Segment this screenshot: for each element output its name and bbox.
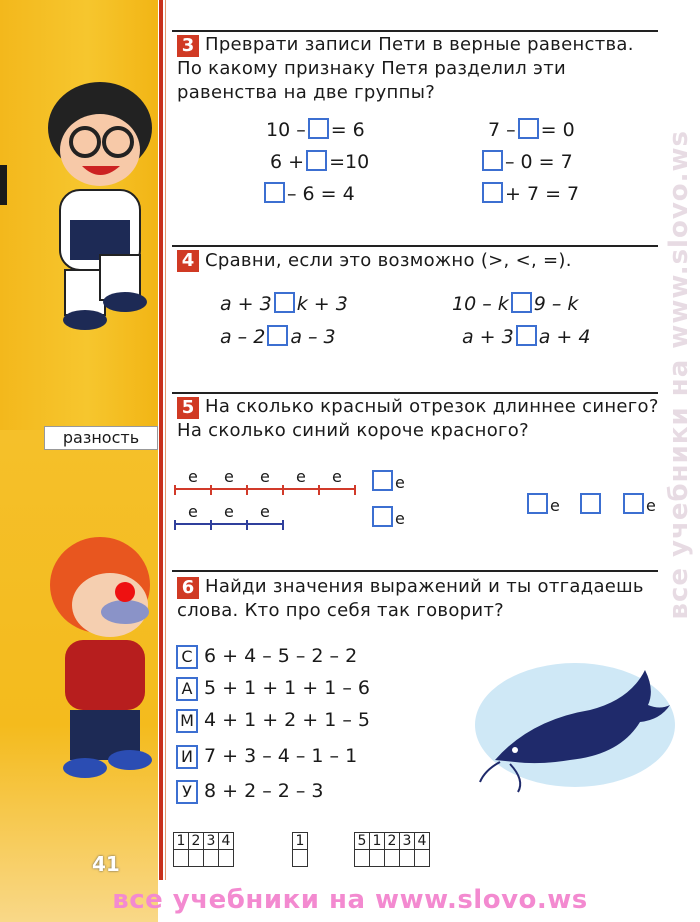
red-segment-tick <box>174 485 176 495</box>
answer-box[interactable] <box>372 470 393 491</box>
blue-length-answer: е <box>370 506 405 529</box>
red-segment-tick <box>282 485 284 495</box>
cmp-row-2-left: a – 2 a – 3 <box>220 326 336 348</box>
eq-3-left-2: 6 + =10 <box>270 151 370 173</box>
red-segment-unit-label: е <box>188 467 198 486</box>
task-4-text: Сравни, если это возможно (>, <, =). <box>205 250 572 271</box>
cmp-row-2-right: a + 3 a + 4 <box>462 326 591 348</box>
answer-box[interactable] <box>623 493 644 514</box>
expr-s: С 6 + 4 – 5 – 2 – 2 <box>176 645 357 669</box>
answer-box[interactable] <box>372 506 393 527</box>
red-segment-unit-label: е <box>296 467 306 486</box>
page-number: 41 <box>92 852 120 876</box>
watermark-vertical: все учебники на www.slovo.ws <box>664 130 694 620</box>
blue-segment <box>175 523 283 525</box>
eq-3-right-2: – 0 = 7 <box>480 150 573 173</box>
red-segment-unit-label: е <box>260 467 270 486</box>
task-3-text: Преврати записи Пети в верные равенства. По какому признаку Петя разделил эти равенства на две группы? <box>177 34 634 103</box>
boy-glasses-illustration <box>30 80 170 340</box>
blue-segment-tick <box>246 520 248 530</box>
eq-3-right-3: + 7 = 7 <box>480 182 579 205</box>
task-6-number: 6 <box>177 577 199 599</box>
cmp-row-1-right: 10 – k 9 – k <box>452 293 579 315</box>
catfish-illustration <box>470 650 680 800</box>
cmp-row-1-left: a + 3 k + 3 <box>220 293 348 315</box>
answer-box[interactable] <box>306 150 327 171</box>
eq-3-left-1: 10 – = 6 <box>266 119 365 141</box>
task-5-text: На сколько красный отрезок длиннее синего? На сколько синий короче красного? <box>177 396 659 441</box>
answer-box[interactable] <box>308 118 329 139</box>
blue-segment-tick <box>174 520 176 530</box>
blue-segment-unit-label: е <box>260 502 270 521</box>
answer-grid-2: 1 <box>292 832 308 867</box>
eq-3-left-3: – 6 = 4 <box>262 182 355 205</box>
red-segment <box>175 488 355 490</box>
answer-box[interactable] <box>518 118 539 139</box>
blue-segment-tick <box>282 520 284 530</box>
operator-box[interactable] <box>580 493 601 514</box>
answer-box[interactable] <box>482 150 503 171</box>
task-3-number: 3 <box>177 35 199 57</box>
answer-box[interactable] <box>527 493 548 514</box>
task-6-text: Найди значения выражений и ты отгадаешь слова. Кто про себя так говорит? <box>177 576 644 621</box>
answer-grid-3: 5 1 2 3 4 <box>354 832 430 867</box>
eq-3-right-1: 7 – = 0 <box>488 119 575 141</box>
sidebar-term-label: разность <box>44 426 158 450</box>
blue-segment-unit-label: е <box>224 502 234 521</box>
compare-box[interactable] <box>267 325 288 346</box>
expr-m: М 4 + 1 + 2 + 1 – 5 <box>176 709 370 733</box>
sidebar-bullet <box>0 165 7 205</box>
answer-box[interactable] <box>482 182 503 203</box>
compare-box[interactable] <box>516 325 537 346</box>
red-segment-tick <box>210 485 212 495</box>
red-segment-tick <box>354 485 356 495</box>
difference-answer: е е <box>525 493 656 516</box>
red-segment-unit-label: е <box>224 467 234 486</box>
compare-box[interactable] <box>511 292 532 313</box>
red-segment-tick <box>246 485 248 495</box>
red-segment-tick <box>318 485 320 495</box>
expr-i: И 7 + 3 – 4 – 1 – 1 <box>176 745 357 769</box>
compare-box[interactable] <box>274 292 295 313</box>
expr-a: А 5 + 1 + 1 + 1 – 6 <box>176 677 370 701</box>
blue-segment-unit-label: е <box>188 502 198 521</box>
red-length-answer: е <box>370 470 405 493</box>
answer-box[interactable] <box>264 182 285 203</box>
blue-segment-tick <box>210 520 212 530</box>
expr-u: У 8 + 2 – 2 – 3 <box>176 780 324 804</box>
boy-red-nose-illustration <box>30 530 170 790</box>
answer-grid-1: 1 2 3 4 <box>173 832 234 867</box>
watermark-bottom: все учебники на www.slovo.ws <box>112 885 588 915</box>
task-5-number: 5 <box>177 397 199 419</box>
red-segment-unit-label: е <box>332 467 342 486</box>
task-4-number: 4 <box>177 250 199 272</box>
